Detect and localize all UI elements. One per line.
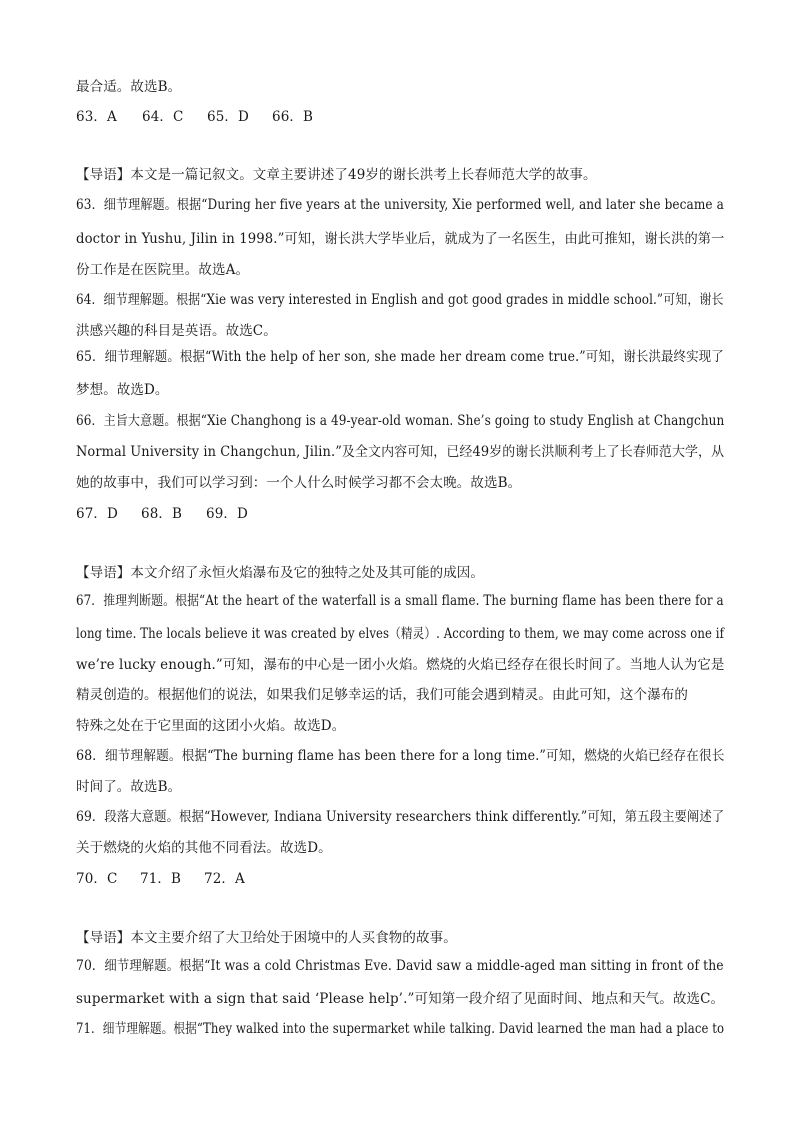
text-line: 71．细节理解题。根据“They walked into the supermarket while talking. David learned the man had a place to: [76, 1021, 725, 1037]
answer-item: 67．D: [76, 506, 118, 522]
answer-item: 65．D: [207, 109, 249, 125]
text-line: supermarket with a sign that said ‘Please help’.”可知第一段介绍了见面时间、地点和天气。故选C。: [76, 991, 725, 1007]
text-line: 梦想。故选D。: [76, 382, 169, 398]
answer-item: 72．A: [204, 871, 245, 887]
text-line: doctor in Yushu, Jilin in 1998.”可知，谢长洪大学毕业后，就成为了一名医生，由此可推知，谢长洪的第一: [76, 231, 725, 247]
section-intro: 【导语】本文介绍了永恒火焰瀑布及它的独特之处及其可能的成因。: [76, 565, 484, 581]
answer-item: 69．D: [206, 506, 248, 522]
text-line: 70．细节理解题。根据“It was a cold Christmas Eve. David saw a middle-aged man sitting in front of the: [76, 958, 724, 974]
text-line: 65．细节理解题。根据“With the help of her son, she made her dream come true.”可知，谢长洪最终实现了: [76, 349, 724, 365]
answer-item: 70．C: [76, 871, 118, 887]
section-intro: 【导语】本文是一篇记叙文。文章主要讲述了49岁的谢长洪考上长春师范大学的故事。: [76, 167, 597, 183]
text-line: 特殊之处在于它里面的这团小火焰。故选D。: [76, 718, 346, 734]
text-line: 68．细节理解题。根据“The burning flame has been there for a long time.”可知，燃烧的火焰已经存在很长: [76, 748, 725, 764]
answer-item: 63．A: [76, 109, 117, 125]
section-intro: 【导语】本文主要介绍了大卫给处于困境中的人买食物的故事。: [76, 930, 457, 946]
text-line: 精灵创造的。根据他们的说法，如果我们足够幸运的话，我们可能会遇到精灵。由此可知，这个瀑布的: [76, 687, 688, 703]
text-line: 66．主旨大意题。根据“Xie Changhong is a 49-year-old woman. She’s going to study English at Changchun: [76, 413, 725, 429]
text-line: 63．细节理解题。根据“During her five years at the university, Xie performed well, and later she became a: [76, 197, 724, 213]
text-line: 时间了。故选B。: [76, 779, 182, 795]
answer-item: 68．B: [141, 506, 182, 522]
text-line: 关于燃烧的火焰的其他不同看法。故选D。: [76, 840, 332, 856]
text-line: 67．推理判断题。根据“At the heart of the waterfall is a small flame. The burning flame has been there for a: [76, 593, 724, 609]
answer-item: 71．B: [140, 871, 181, 887]
answer-item: 66．B: [272, 109, 313, 125]
text-line: 她的故事中，我们可以学习到：一个人什么时候学习都不会太晚。故选B。: [76, 475, 522, 491]
text-line: 69．段落大意题。根据“However, Indiana University researchers think differently.”可知，第五段主要阐述了: [76, 809, 725, 825]
text-line: long time. The locals believe it was created by elves（精灵）. According to them, we may come across one if: [76, 626, 725, 642]
text-line: Normal University in Changchun, Jilin.”及全文内容可知，已经49岁的谢长洪顺利考上了长春师范大学，从: [76, 444, 725, 460]
text-line: 洪感兴趣的科目是英语。故选C。: [76, 323, 277, 339]
text-line: we’re lucky enough.”可知，瀑布的中心是一团小火焰。燃烧的火焰已经存在很长时间了。当地人认为它是: [76, 657, 725, 673]
text-line: 最合适。故选B。: [76, 79, 182, 95]
text-line: 份工作是在医院里。故选A。: [76, 262, 250, 278]
text-line: 64．细节理解题。根据“Xie was very interested in English and got good grades in middle school.”可知，谢长: [76, 292, 724, 308]
answer-item: 64．C: [142, 109, 184, 125]
